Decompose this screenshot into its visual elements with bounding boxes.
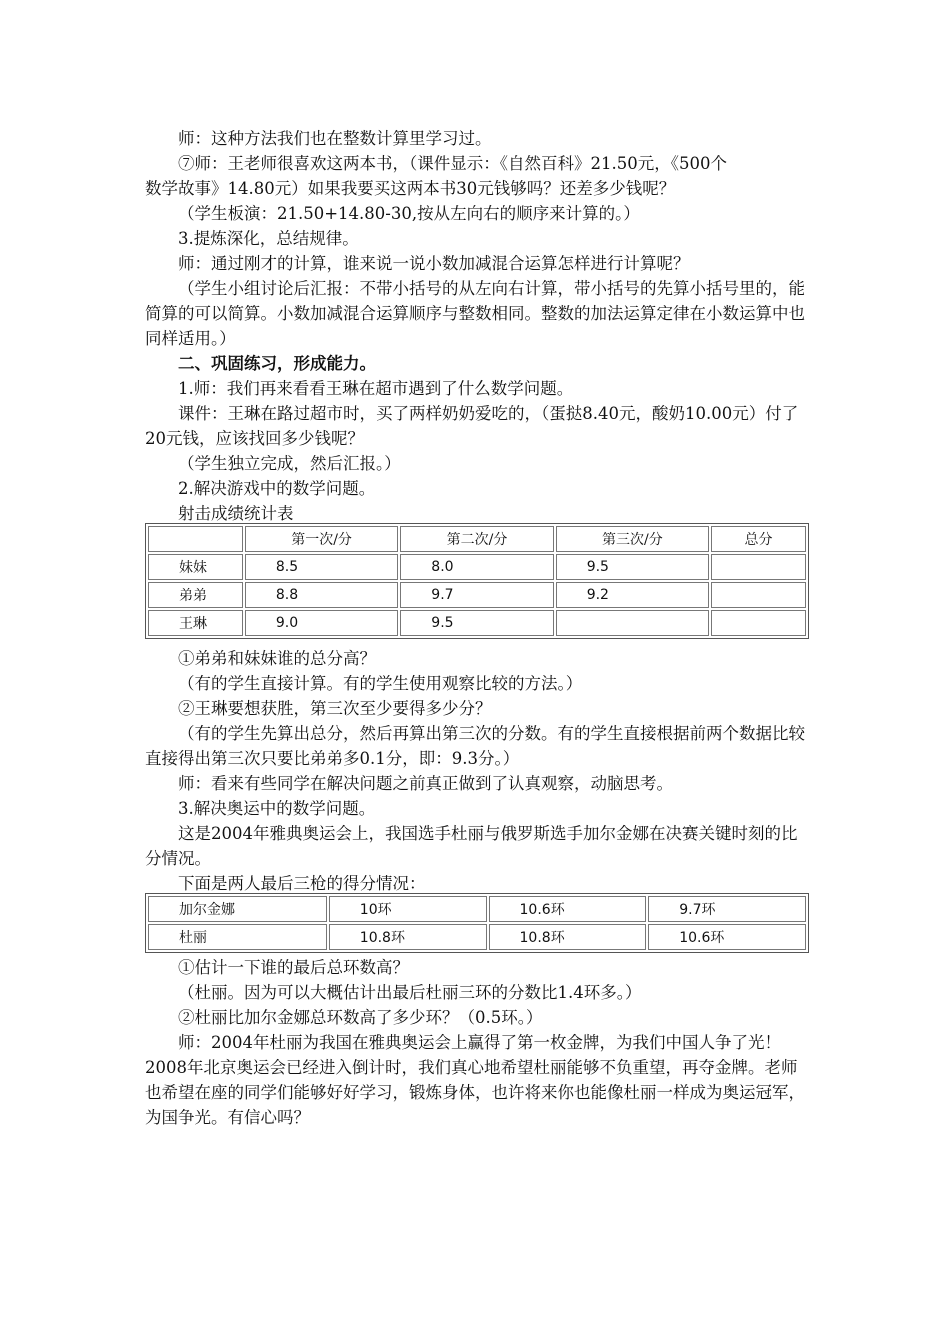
table-cell: 杜丽 (148, 924, 327, 950)
paragraph: 2.解决游戏中的数学问题。 (178, 479, 376, 498)
paragraph: 师：这种方法我们也在整数计算里学习过。 (178, 129, 492, 148)
table-cell: 10.6环 (489, 896, 647, 922)
paragraph: 师：看来有些同学在解决问题之前真正做到了认真观察，动脑思考。 (178, 774, 673, 793)
paragraph: 3.提炼深化，总结规律。 (178, 229, 359, 248)
paragraph: 师：通过刚才的计算，谁来说一说小数加减混合运算怎样进行计算呢？ (178, 254, 690, 273)
table-header-cell: 第三次/分 (556, 526, 709, 552)
paragraph: 师：2004年杜丽为我国在雅典奥运会上赢得了第一枚金牌，为我们中国人争了光！2008年北京奥运会已经进入倒计时，我们真心地希望杜丽能够不负重望，再夺金牌。老师也希望在座的同学们能够好好学习，锻炼身体，也许将来你也能像杜丽一样成为奥运冠军，为国争光。有信心吗？ (145, 1033, 805, 1127)
paragraph: ⑦师：王老师很喜欢这两本书，（课件显示：《自然百科》21.50元，《500个 (178, 154, 727, 173)
question: ②王琳要想获胜，第三次至少要得多少分？ (178, 699, 492, 718)
table-cell: 9.5 (556, 554, 709, 580)
shooting-score-table (145, 523, 809, 639)
paragraph: （学生独立完成，然后汇报。） (178, 454, 401, 473)
table-cell: 8.0 (400, 554, 553, 580)
table-cell (711, 554, 806, 580)
table-cell (556, 610, 709, 636)
table-cell: 9.2 (556, 582, 709, 608)
table-row (148, 610, 806, 636)
table-cell: 8.8 (245, 582, 398, 608)
table-cell: 8.5 (245, 554, 398, 580)
table-title: 下面是两人最后三枪的得分情况： (178, 874, 426, 893)
table-cell: 10环 (329, 896, 487, 922)
paragraph: 3.解决奥运中的数学问题。 (178, 799, 376, 818)
table-cell: 王琳 (148, 610, 243, 636)
table-row (148, 554, 806, 580)
paragraph: （杜丽。因为可以大概估计出最后杜丽三环的分数比1.4环多。） (178, 983, 642, 1002)
olympic-score-table (145, 893, 809, 953)
paragraph: 这是2004年雅典奥运会上，我国选手杜丽与俄罗斯选手加尔金娜在决赛关键时刻的比分情况。 (145, 824, 798, 868)
table-header-row (148, 526, 806, 552)
table-cell: 9.7环 (648, 896, 806, 922)
table-cell: 10.8环 (329, 924, 487, 950)
section-heading: 二、巩固练习，形成能力。 (178, 354, 376, 373)
table-row (148, 582, 806, 608)
table-cell: 9.5 (400, 610, 553, 636)
table-cell: 9.7 (400, 582, 553, 608)
question: ①弟弟和妹妹谁的总分高？ (178, 649, 376, 668)
paragraph: （学生小组讨论后汇报：不带小括号的从左向右计算，带小括号的先算小括号里的，能简算的可以简算。小数加减混合运算顺序与整数相同。整数的加法运算定律在小数运算中也同样适用。） (145, 279, 805, 348)
table-title: 射击成绩统计表 (178, 504, 294, 523)
table-cell: 10.6环 (648, 924, 806, 950)
paragraph: 课件：王琳在路过超市时，买了两样奶奶爱吃的，（蛋挞8.40元，酸奶10.00元）付了20元钱，应该找回多少钱呢？ (145, 404, 799, 448)
paragraph: （有的学生先算出总分，然后再算出第三次的分数。有的学生直接根据前两个数据比较直接得出第三次只要比弟弟多0.1分，即：9.3分。） (145, 724, 805, 768)
paragraph: （有的学生直接计算。有的学生使用观察比较的方法。） (178, 674, 583, 693)
table-header-cell: 第一次/分 (245, 526, 398, 552)
table-cell: 妹妹 (148, 554, 243, 580)
paragraph: 数学故事》14.80元）如果我要买这两本书30元钱够吗？还差多少钱呢？ (145, 179, 676, 198)
table-cell: 加尔金娜 (148, 896, 327, 922)
table-header-cell (148, 526, 243, 552)
table-cell (711, 610, 806, 636)
table-cell: 9.0 (245, 610, 398, 636)
table-header-cell: 第二次/分 (400, 526, 553, 552)
table-cell: 10.8环 (489, 924, 647, 950)
table-header-cell: 总分 (711, 526, 806, 552)
table-cell: 弟弟 (148, 582, 243, 608)
paragraph: 1.师：我们再来看看王琳在超市遇到了什么数学问题。 (178, 379, 574, 398)
table-cell (711, 582, 806, 608)
table-row (148, 896, 806, 922)
question: ①估计一下谁的最后总环数高？ (178, 958, 409, 977)
table-row (148, 924, 806, 950)
paragraph: （学生板演：21.50+14.80-30,按从左向右的顺序来计算的。） (178, 204, 640, 223)
question: ②杜丽比加尔金娜总环数高了多少环？（0.5环。） (178, 1008, 543, 1027)
